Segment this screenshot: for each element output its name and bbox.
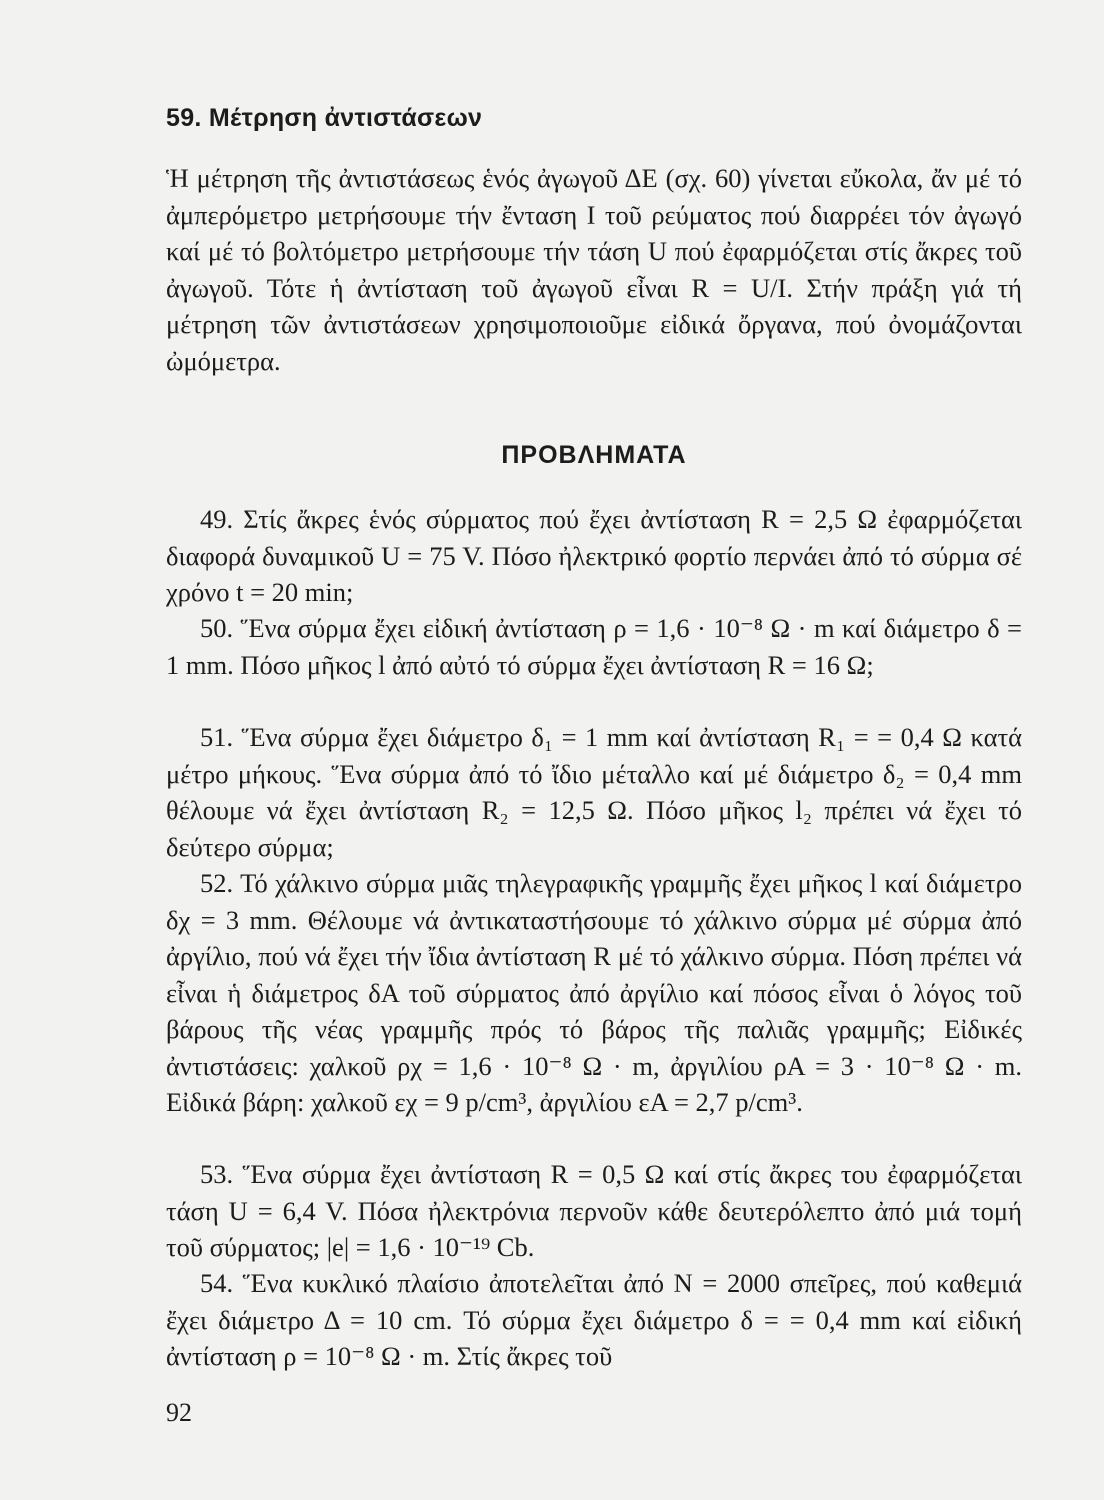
problem-49 [166, 501, 1022, 611]
problem-text: Στίς ἄκρες ἑνός σύρματος πού ἔχει ἀντίσταση R = 2,5 Ω ἐφαρμόζεται διαφορά δυναμικοῦ U = 75 V. Πόσο ἠλεκτρικό φορτίο περνάει ἀπό τό σύρμα σέ χρόνο t = 20 min; [166, 504, 1023, 607]
problem-number: 50. [200, 613, 234, 643]
problem-text: Ἕνα σύρμα ἔχει ἀντίσταση R = 0,5 Ω καί στίς ἄκρες του ἐφαρμόζεται τάση U = 6,4 V. Πόσα ἠλεκτρόνια περνοῦν κάθε δευτερόλεπτο ἀπό μιά τομή τοῦ σύρματος; |e| = 1,6 · 10⁻¹⁹ Cb. [166, 1159, 1023, 1262]
problem-text: Ἕνα σύρμα ἔχει διάμετρο δ₁ = 1 mm καί ἀντίσταση R₁ = = 0,4 Ω κατά μέτρο μήκους. Ἕνα σύρμα ἀπό τό ἴδιο μέταλλο καί μέ διάμετρο δ₂ = 0,4 mm θέλουμε νά ἔχει ἀντίσταση R₂ = 12,5 Ω. Πόσο μῆκος l₂ πρέπει νά ἔχει τό δεύτερο σύρμα; [166, 722, 1022, 862]
page-number: 92 [166, 1398, 192, 1427]
problem-50 [166, 610, 1022, 683]
problem-52 [166, 865, 1022, 1121]
problem-text: Ἕνα κυκλικό πλαίσιο ἀποτελεῖται ἀπό Ν = 2000 σπεῖρες, πού καθεμιά ἔχει διάμετρο Δ = 10 cm. Τό σύρμα ἔχει διάμετρο δ = = 0,4 mm καί εἰδική ἀντίσταση ρ = 10⁻⁸ Ω · m. Στίς ἄκρες τοῦ [166, 1268, 1023, 1371]
problem-53 [166, 1156, 1022, 1266]
problem-number: 49. [200, 504, 234, 534]
problem-number: 54. [200, 1268, 234, 1298]
problem-number: 52. [200, 868, 234, 898]
problem-text: Ἕνα σύρμα ἔχει εἰδική ἀντίσταση ρ = 1,6 · 10⁻⁸ Ω · m καί διάμετρο δ = 1 mm. Πόσο μῆκος l ἀπό αὐτό τό σύρμα ἔχει ἀντίσταση R = 16 Ω; [166, 613, 1022, 680]
section-title-text: Μέτρηση ἀντιστάσεων [208, 104, 483, 132]
problem-number: 51. [200, 722, 234, 752]
section-number: 59. [166, 104, 202, 132]
problem-54 [166, 1265, 1022, 1375]
intro-paragraph: Ἡ μέτρηση τῆς ἀντιστάσεως ἑνός ἀγωγοῦ ΔΕ (σχ. 60) γίνεται εὔκολα, ἄν μέ τό ἀμπερόμετρο μετρήσουμε τήν ἔνταση Ι τοῦ ρεύματος πού διαρρέει τόν ἀγωγό καί μέ τό βολτόμετρο μετρήσουμε τήν τάση U πού ἐφαρμόζεται στίς ἄκρες τοῦ ἀγωγοῦ. Τότε ἡ ἀντίσταση τοῦ ἀγωγοῦ εἶναι R = U/I. Στήν πράξη γιά τή μέτρηση τῶν ἀντιστάσεων χρησιμοποιοῦμε εἰδικά ὄργανα, πού ὀνομάζονται ὠμόμετρα. [166, 163, 1022, 376]
problem-text: Τό χάλκινο σύρμα μιᾶς τηλεγραφικῆς γραμμῆς ἔχει μῆκος l καί διάμετρο δχ = 3 mm. Θέλουμε νά ἀντικαταστήσουμε τό χάλκινο σύρμα μέ σύρμα ἀπό ἀργίλιο, πού νά ἔχει τήν ἴδια ἀντίσταση R μέ τό χάλκινο σύρμα. Πόση πρέπει νά εἶναι ἡ διάμετρος δΑ τοῦ σύρματος ἀπό ἀργίλιο καί πόσος εἶναι ὁ λόγος τοῦ βάρους τῆς νέας γραμμῆς πρός τό βάρος τῆς παλιᾶς γραμμῆς; Εἰδικές ἀντιστάσεις: χαλκοῦ ρχ = 1,6 · 10⁻⁸ Ω · m, ἀργιλίου ρΑ = 3 · 10⁻⁸ Ω · m. Εἰδικά βάρη: χαλκοῦ εχ = 9 p/cm³, ἀργιλίου εΑ = 2,7 p/cm³. [166, 868, 1022, 1117]
problem-number: 53. [200, 1159, 234, 1189]
problem-51 [166, 719, 1022, 865]
problems-heading: ΠΡΟΒΛΗΜΑΤΑ [501, 441, 687, 469]
section-title [166, 104, 482, 133]
